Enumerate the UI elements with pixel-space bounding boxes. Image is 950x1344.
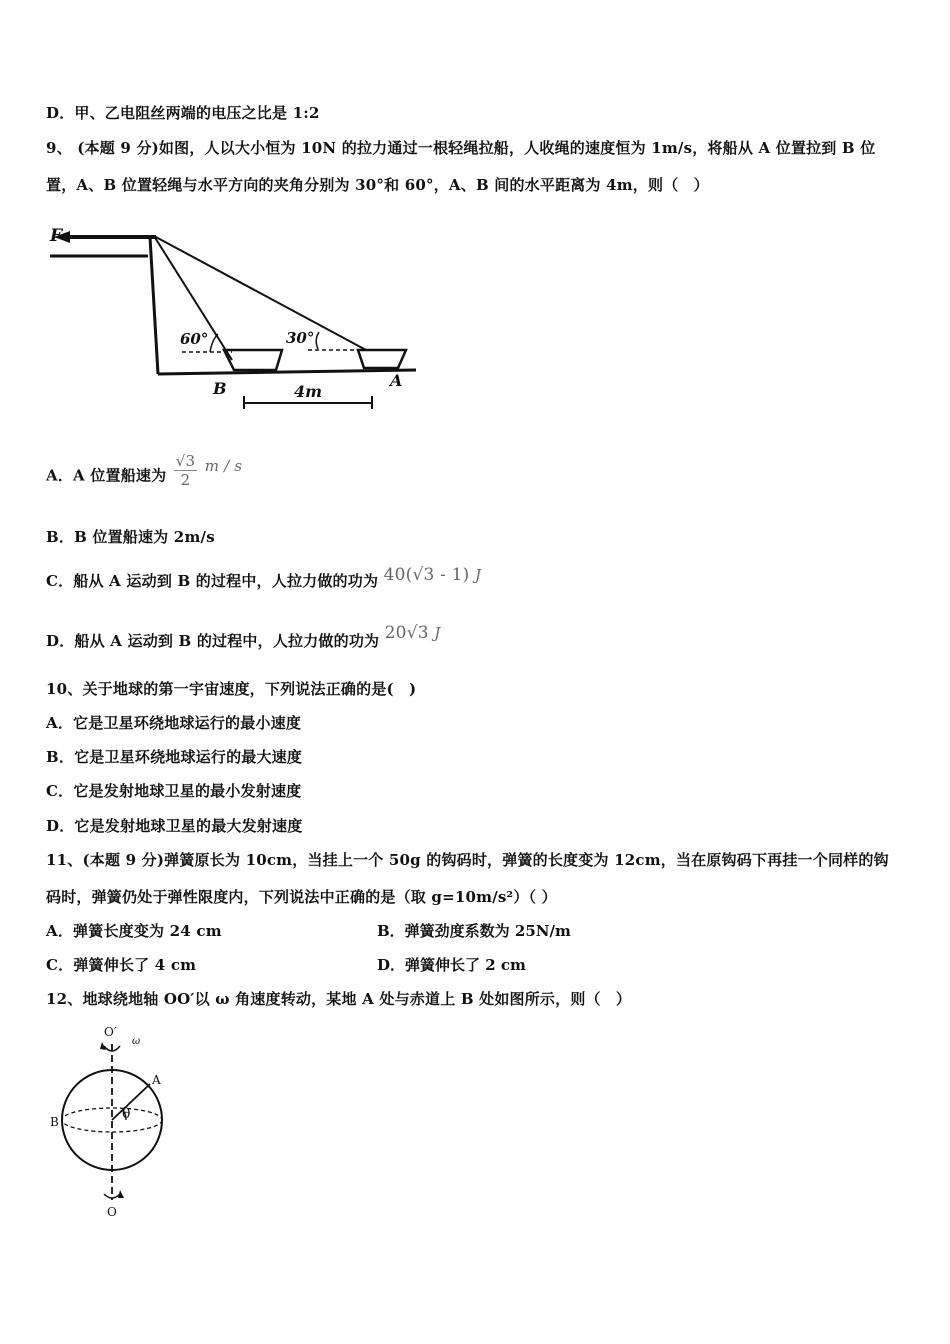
q10-option-d: D．它是发射地球卫星的最大发射速度 (46, 817, 303, 835)
q9-option-d-text: D．船从 A 运动到 B 的过程中，人拉力做的功为 (46, 632, 380, 650)
fraction-denominator: 2 (180, 471, 191, 489)
angle-arc-30 (316, 332, 319, 349)
q12-earth-figure (46, 1022, 196, 1222)
rotation-arrow-bottom (104, 1194, 120, 1198)
label-f: F (50, 226, 63, 246)
label-b: B (50, 1115, 59, 1129)
q9-boat-figure (46, 222, 426, 412)
label-30: 30° (286, 329, 315, 347)
water-line (158, 370, 416, 374)
cliff-wall (150, 237, 158, 374)
q8-option-d: D．甲、乙电阻丝两端的电压之比是 1:2 (46, 104, 320, 122)
q11-stem-line2: 码时，弹簧仍处于弹性限度内，下列说法中正确的是（取 g=10m/s²）（ ） (46, 888, 557, 906)
label-distance: 4m (294, 382, 323, 401)
label-theta: θ (122, 1106, 131, 1122)
q10-option-b: B．它是卫星环绕地球运行的最大速度 (46, 748, 303, 766)
boat-b (224, 350, 282, 370)
q11-option-c: C．弹簧伸长了 4 cm (46, 956, 197, 974)
fraction-numerator: √3 (175, 452, 196, 470)
label-omega: ω (132, 1036, 141, 1047)
label-b: B (213, 379, 227, 398)
q9-option-d-math: 20√3 (384, 623, 429, 643)
q11-stem-line1: 11、(本题 9 分)弹簧原长为 10cm，当挂上一个 50g 的钩码时，弹簧的长度变为 12cm，当在原钩码下再挂一个同样的钩 (46, 851, 889, 869)
label-a: A (152, 1073, 161, 1087)
q9-option-b: B．B 位置船速为 2m/s (46, 528, 215, 546)
q12-stem: 12、地球绕地轴 OO′以 ω 角速度转动，某地 A 处与赤道上 B 处如图所示，则（ ） (46, 990, 632, 1008)
q10-option-c: C．它是发射地球卫星的最小发射速度 (46, 782, 302, 800)
rotation-arrowhead-top (100, 1042, 106, 1050)
q9-option-a-text: A．A 位置船速为 (46, 466, 167, 485)
boat-a (358, 350, 406, 368)
q11-option-b: B．弹簧劲度系数为 25N/m (377, 922, 571, 940)
q11-option-a: A．弹簧长度变为 24 cm (46, 922, 222, 940)
q9-option-c-math: 40(√3 - 1) (383, 565, 470, 585)
q9-option-a-unit: m / s (204, 456, 243, 475)
q11-option-d: D．弹簧伸长了 2 cm (377, 956, 526, 974)
q9-option-a (46, 452, 243, 495)
q9-option-c (46, 565, 482, 591)
q9-option-d-unit: J (434, 624, 441, 642)
q9-option-c-unit: J (474, 566, 482, 584)
q10-stem: 10、关于地球的第一宇宙速度，下列说法正确的是( ) (46, 680, 417, 698)
label-60: 60° (180, 330, 209, 348)
label-o-prime: O′ (104, 1025, 117, 1039)
q10-option-a: A．它是卫星环绕地球运行的最小速度 (46, 714, 302, 732)
q9-stem-line1: 9、 (本题 9 分)如图，人以大小恒为 10N 的拉力通过一根轻绳拉船，人收绳的速度恒为 1m/s，将船从 A 位置拉到 B 位 (46, 139, 876, 157)
q9-option-d (46, 623, 441, 651)
label-o: O (107, 1205, 117, 1219)
q9-stem-line2: 置，A、B 位置轻绳与水平方向的夹角分别为 30°和 60°，A、B 间的水平距离为 4m，则（ ） (46, 176, 709, 194)
radius-to-a (112, 1084, 150, 1120)
rotation-arrowhead-bottom (118, 1190, 124, 1198)
q9-option-a-fraction (174, 452, 198, 489)
q9-option-c-text: C．船从 A 运动到 B 的过程中，人拉力做的功为 (46, 572, 379, 590)
label-a: A (390, 371, 403, 390)
